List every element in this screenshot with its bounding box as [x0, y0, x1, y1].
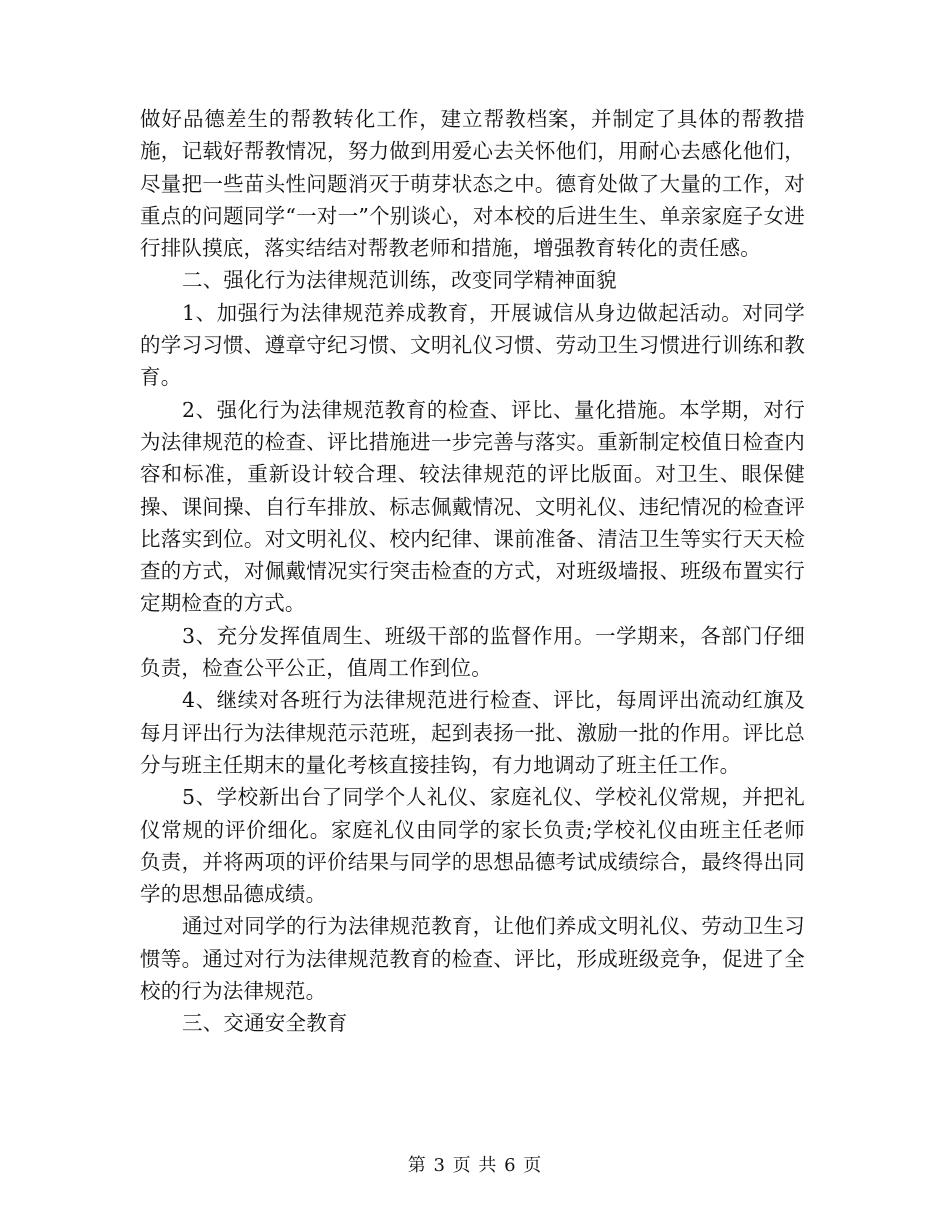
section-heading-2: 二、强化行为法律规范训练，改变同学精神面貌 — [182, 268, 617, 293]
section-heading-3: 三、交通安全教育 — [182, 1011, 348, 1036]
paragraph-summary: 通过对同学的行为法律规范教育，让他们养成文明礼仪、劳动卫生习惯等。通过对行为法律规范教育的检查、评比，形成班级竞争，促进了全校的行为法律规范。 — [140, 914, 805, 1004]
paragraph-item-5: 5、学校新出台了同学个人礼仪、家庭礼仪、学校礼仪常规，并把礼仪常规的评价细化。家庭礼仪由同学的家长负责;学校礼仪由班主任老师负责，并将两项的评价结果与同学的思想品德考试成绩综合，最终得出同学的思想品德成绩。 — [140, 785, 805, 907]
paragraph-item-1: 1、加强行为法律规范养成教育，开展诚信从身边做起活动。对同学的学习习惯、遵章守纪习惯、文明礼仪习惯、劳动卫生习惯进行训练和教育。 — [140, 300, 805, 390]
document-body — [140, 103, 805, 1040]
paragraph-item-4: 4、继续对各班行为法律规范进行检查、评比，每周评出流动红旗及每月评出行为法律规范示范班，起到表扬一批、激励一批的作用。评比总分与班主任期末的量化考核直接挂钩，有力地调动了班主任工作。 — [140, 688, 805, 777]
paragraph-continued-intro: 做好品德差生的帮教转化工作，建立帮教档案，并制定了具体的帮教措施，记载好帮教情况，努力做到用爱心去关怀他们，用耐心去感化他们，尽量把一些苗头性问题消灭于萌芽状态之中。德育处做了大量的工作，对重点的问题同学“一对一”个别谈心，对本校的后进生生、单亲家庭子女进行排队摸底，落实结结对帮教老师和措施，增强教育转化的责任感。 — [140, 107, 805, 261]
paragraph-item-2: 2、强化行为法律规范教育的检查、评比、量化措施。本学期，对行为法律规范的检查、评比措施进一步完善与落实。重新制定校值日检查内容和标准，重新设计较合理、较法律规范的评比版面。对卫生、眼保健操、课间操、自行车排放、标志佩戴情况、文明礼仪、违纪情况的检查评比落实到位。对文明礼仪、校内纪律、课前准备、清洁卫生等实行天天检查的方式，对佩戴情况实行突击检查的方式，对班级墙报、班级布置实行定期检查的方式。 — [140, 397, 805, 616]
paragraph-item-3: 3、充分发挥值周生、班级干部的监督作用。一学期来，各部门仔细负责，检查公平公正，值周工作到位。 — [140, 623, 805, 681]
page-number-footer: 第 3 页 共 6 页 — [407, 1155, 543, 1176]
